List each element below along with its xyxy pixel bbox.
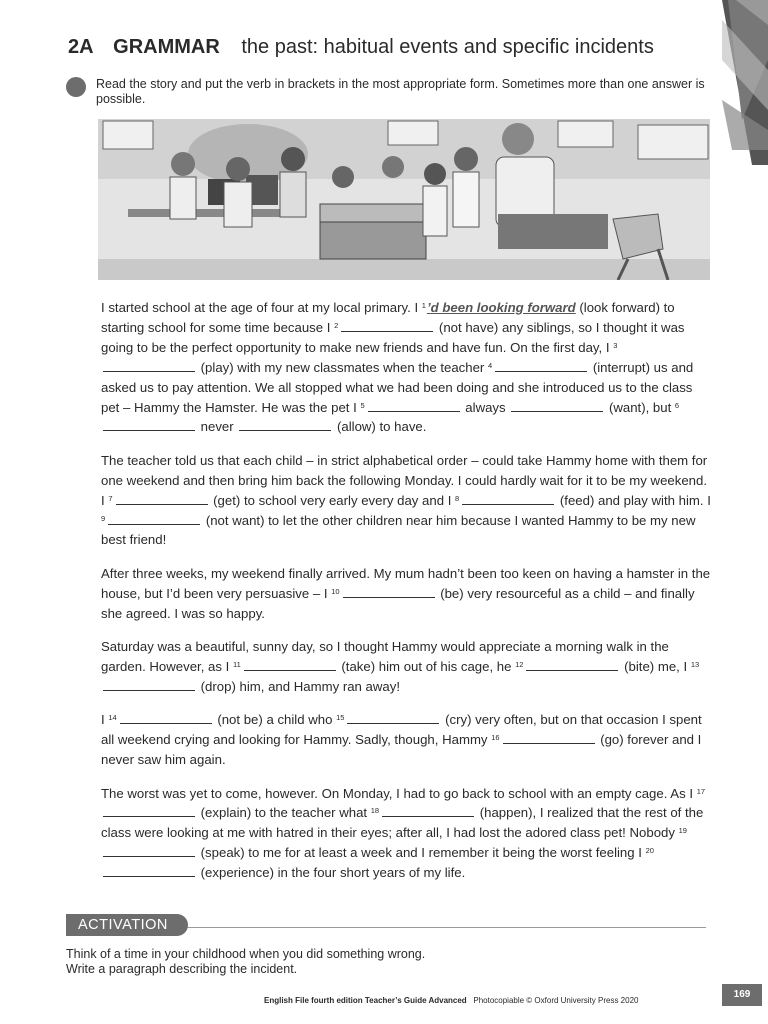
- story-text-run: (not be) a child who: [213, 712, 337, 728]
- activation-text: [66, 947, 425, 977]
- exercise-bullet-icon: [66, 77, 86, 97]
- story-text-run: (explain) to the teacher what: [197, 805, 371, 821]
- answer-blank[interactable]: [120, 711, 212, 724]
- gap-number: 5: [360, 400, 365, 410]
- gap-number: 15: [336, 713, 345, 723]
- story-text-run: The teacher told us that each child – in strict alphabetical order – could take Hammy home with them for one weekend and then bring him back the following Monday. I could hardly wait for it to be my weekend. I: [101, 452, 708, 508]
- answer-blank[interactable]: [103, 678, 195, 691]
- answer-blank[interactable]: [511, 399, 603, 412]
- answer-blank[interactable]: [103, 359, 195, 372]
- corner-decoration: [722, 0, 768, 165]
- page-title: [68, 36, 654, 59]
- story-text-run: I started school at the age of four at my local primary. I: [101, 300, 422, 315]
- gap-number: 18: [370, 806, 380, 816]
- gap-number: 6: [674, 400, 680, 410]
- story-text-run: (take) him out of his cage, he: [337, 659, 516, 674]
- story-text-run: (drop) him, and Hammy ran away!: [197, 678, 401, 694]
- footer-book-title: English File fourth edition Teacher’s Guide Advanced: [264, 996, 467, 1005]
- story-text-run: (play) with my new classmates when the teacher: [197, 359, 488, 375]
- gap-number: 19: [678, 826, 687, 836]
- story-text-run: (get) to school very early every day and I: [209, 492, 456, 508]
- gap-number: 11: [232, 660, 241, 669]
- story-text-run: (happen), I realized that the rest of the class were looking at me with hatred in their eyes; after all, I had lost the adored class pet! Nobody: [101, 805, 704, 841]
- gap-number: 10: [331, 586, 340, 596]
- section-subtitle: the past: habitual events and specific incidents: [241, 36, 654, 58]
- activation-line: Think of a time in your childhood when you did something wrong.: [66, 947, 426, 961]
- gap-number: 3: [613, 340, 618, 350]
- section-name: GRAMMAR: [113, 36, 220, 58]
- answer-blank[interactable]: [368, 399, 460, 412]
- page-number: 169: [722, 984, 762, 1006]
- story-text-run: (want), but: [605, 399, 675, 415]
- gap-number: 1: [421, 301, 426, 310]
- section-code: 2A: [68, 36, 94, 58]
- story-text-run: I: [101, 712, 109, 728]
- story-text-run: The worst was yet to come, however. On Monday, I had to go back to school with an empty cage. As I: [101, 785, 697, 801]
- gap-number: 13: [690, 660, 700, 669]
- story-text-run: After three weeks, my weekend finally arrived. My mum hadn’t been too keen on having a hamster in the house, but I’d been very persuasive – I: [101, 565, 711, 601]
- story-paragraph: [101, 564, 711, 624]
- example-answer: ’d been looking forward: [426, 300, 576, 315]
- gap-number: 20: [645, 846, 654, 856]
- answer-blank[interactable]: [103, 804, 195, 817]
- gap-number: 8: [455, 493, 460, 503]
- gap-number: 12: [515, 660, 524, 669]
- story-text-run: (not want) to let the other children near him because I wanted Hammy to be my new best friend!: [101, 512, 696, 548]
- story-paragraph: [101, 710, 711, 770]
- story-text-run: (cry) very often, but on that occasion I spent all weekend crying and looking for Hammy. Sadly, though, Hammy: [101, 712, 702, 748]
- gap-number: 16: [491, 733, 500, 743]
- story-text-run: (look forward) to starting school for some time because I: [101, 300, 675, 335]
- footer: [264, 996, 638, 1005]
- answer-blank[interactable]: [116, 492, 208, 505]
- story-text-run: (go) forever and I never saw him again.: [101, 732, 702, 768]
- story-paragraph: [101, 784, 711, 884]
- answer-blank[interactable]: [495, 359, 587, 372]
- footer-copyright: Photocopiable © Oxford University Press 2020: [473, 996, 639, 1005]
- gap-number: 4: [487, 360, 493, 370]
- answer-blank[interactable]: [462, 492, 554, 505]
- answer-blank[interactable]: [103, 864, 195, 877]
- story-text-run: (feed) and play with him. I: [556, 492, 711, 508]
- answer-blank[interactable]: [347, 711, 439, 724]
- answer-blank[interactable]: [244, 658, 336, 671]
- activation-line: Write a paragraph describing the incident.: [66, 962, 298, 976]
- story-text: [101, 298, 711, 897]
- story-text-run: (allow) to have.: [333, 419, 427, 435]
- story-text-run: never: [197, 419, 238, 435]
- gap-number: 17: [696, 786, 706, 796]
- story-text-run: always: [461, 399, 510, 415]
- story-paragraph: [101, 298, 711, 437]
- answer-blank[interactable]: [382, 804, 474, 817]
- answer-blank[interactable]: [108, 512, 200, 525]
- story-paragraph: [101, 451, 711, 551]
- answer-blank[interactable]: [239, 418, 331, 431]
- answer-blank[interactable]: [103, 844, 195, 857]
- answer-blank[interactable]: [343, 585, 435, 598]
- story-paragraph: [101, 637, 711, 697]
- story-text-run: (interrupt) us and asked us to pay attention. We all stopped what we had been doing and she introduced us to the class pet – Hammy the Hamster. He was the pet I: [101, 359, 694, 415]
- gap-number: 2: [334, 320, 339, 330]
- answer-blank[interactable]: [526, 658, 618, 671]
- instruction-text: Read the story and put the verb in brackets in the most appropriate form. Sometimes more than one answer is possible.: [96, 77, 705, 106]
- answer-blank[interactable]: [341, 319, 433, 332]
- story-text-run: (speak) to me for at least a week and I remember it being the worst feeling I: [197, 845, 646, 861]
- story-text-run: (bite) me, I: [620, 659, 691, 674]
- gap-number: 14: [108, 713, 117, 723]
- gap-number: 9: [101, 513, 106, 523]
- story-text-run: Saturday was a beautiful, sunny day, so I thought Hammy would appreciate a morning walk in the garden. However, as I: [101, 639, 669, 674]
- answer-blank[interactable]: [503, 731, 595, 744]
- classroom-illustration: [98, 119, 710, 280]
- story-text-run: (not have) any siblings, so I thought it was going to be the perfect opportunity to make new friends and have fun. On the first day, I: [101, 319, 685, 355]
- activation-label: ACTIVATION: [66, 914, 188, 936]
- gap-number: 7: [108, 493, 113, 503]
- answer-blank[interactable]: [103, 418, 195, 431]
- story-text-run: (experience) in the four short years of my life.: [197, 865, 466, 881]
- story-text-run: (be) very resourceful as a child – and finally she agreed. I was so happy.: [101, 585, 695, 621]
